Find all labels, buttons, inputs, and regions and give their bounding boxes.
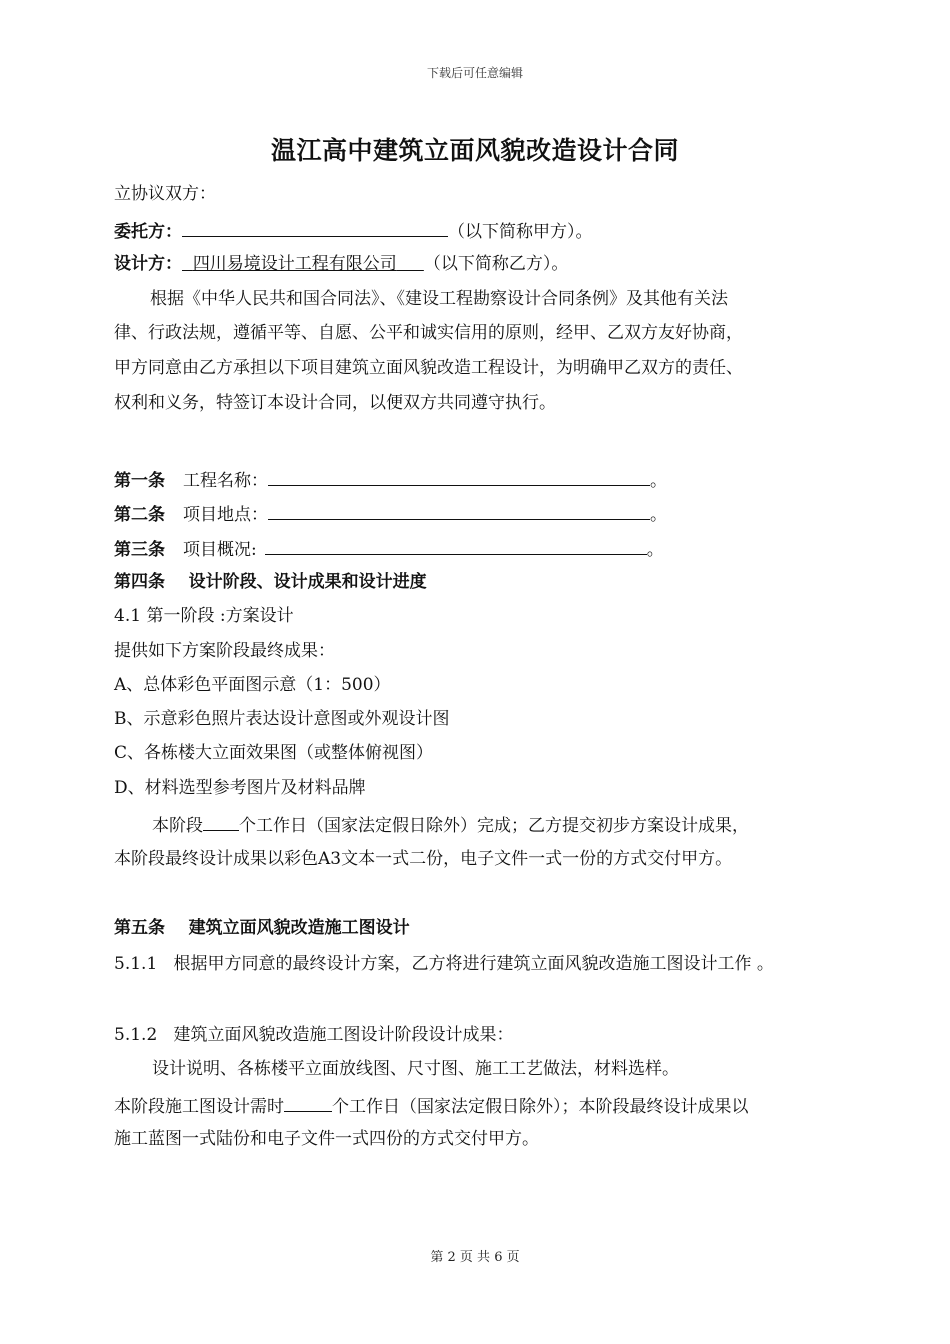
client-suffix: （以下简称甲方）。 <box>448 222 593 242</box>
page-footer: 第 2 页 共 6 页 <box>430 1250 520 1265</box>
deliverable-item: A、总体彩色平面图示意（1：500） <box>114 675 391 695</box>
document-title: 温江高中建筑立面风貌改造设计合同 <box>270 136 679 165</box>
period: 。 <box>650 471 667 491</box>
article-3-label: 项目概况: <box>183 540 257 560</box>
section-5-1-2-content: 设计说明、各栋楼平立面放线图、尺寸图、施工工艺做法，材料选样。 <box>152 1059 679 1079</box>
article-2 <box>114 501 667 526</box>
preamble-line: 根据《中华人民共和国合同法》、《建设工程勘察设计合同条例》及其他有关法 <box>150 289 728 309</box>
period: 。 <box>650 505 667 525</box>
article-1-label: 工程名称： <box>183 471 268 491</box>
page-header: 下载后可任意编辑 <box>426 66 523 80</box>
stage-2-delivery: 施工蓝图一式陆份和电子文件一式四份的方式交付甲方。 <box>114 1129 539 1149</box>
article-4-heading: 第四条 设计阶段、设计成果和设计进度 <box>114 572 427 592</box>
preamble-line: 律、行政法规，遵循平等、自愿、公平和诚实信用的原则，经甲、乙双方友好协商， <box>114 323 743 343</box>
article-3 <box>114 536 664 561</box>
designer-suffix: （以下简称乙方）。 <box>423 254 569 274</box>
days-blank <box>284 1093 332 1112</box>
article-1-blank <box>268 467 650 486</box>
preamble-line: 甲方同意由乙方承担以下项目建筑立面风貌改造工程设计，为明确甲乙双方的责任、 <box>114 358 743 378</box>
article-1-number: 第一条 <box>114 471 165 491</box>
stage-1-delivery: 本阶段最终设计成果以彩色A3文本一式二份，电子文件一式一份的方式交付甲方。 <box>114 849 733 869</box>
preamble-line: 权利和义务，特签订本设计合同，以便双方共同遵守执行。 <box>114 393 556 413</box>
designer-name: 四川易境设计工程有限公司 <box>192 254 397 274</box>
parties-intro: 立协议双方： <box>114 184 216 204</box>
stage-1-duration: 本阶段 个工作日（国家法定假日除外）完成；乙方提交初步方案设计成果， <box>152 812 749 837</box>
section-5-1-2: 5.1.2 建筑立面风貌改造施工图设计阶段设计成果： <box>114 1025 514 1045</box>
period: 。 <box>646 540 664 560</box>
client-blank <box>182 218 448 237</box>
article-2-label: 项目地点： <box>183 505 268 525</box>
article-2-number: 第二条 <box>114 505 165 525</box>
days-blank <box>203 812 239 831</box>
section-4-1: 4.1 第一阶段 :方案设计 <box>114 606 294 626</box>
article-5-heading: 第五条 建筑立面风貌改造施工图设计 <box>114 918 410 938</box>
article-1 <box>114 467 667 492</box>
section-5-1-1: 5.1.1 根据甲方同意的最终设计方案，乙方将进行建筑立面风貌改造施工图设计工作 。 <box>114 954 774 974</box>
designer-line <box>114 253 568 275</box>
client-label: 委托方： <box>114 222 182 242</box>
stage-2-duration: 本阶段施工图设计需时 个工作日（国家法定假日除外）；本阶段最终设计成果以 <box>114 1093 749 1118</box>
article-3-number: 第三条 <box>114 540 165 560</box>
section-4-1-intro: 提供如下方案阶段最终成果： <box>114 641 335 661</box>
deliverable-item: D、材料选型参考图片及材料品牌 <box>114 778 366 798</box>
deliverable-item: B、示意彩色照片表达设计意图或外观设计图 <box>114 709 450 729</box>
article-3-blank <box>265 536 647 555</box>
designer-label: 设计方： <box>114 254 182 274</box>
deliverable-item: C、各栋楼大立面效果图（或整体俯视图） <box>114 743 434 763</box>
article-2-blank <box>268 501 650 520</box>
client-line <box>114 218 593 243</box>
